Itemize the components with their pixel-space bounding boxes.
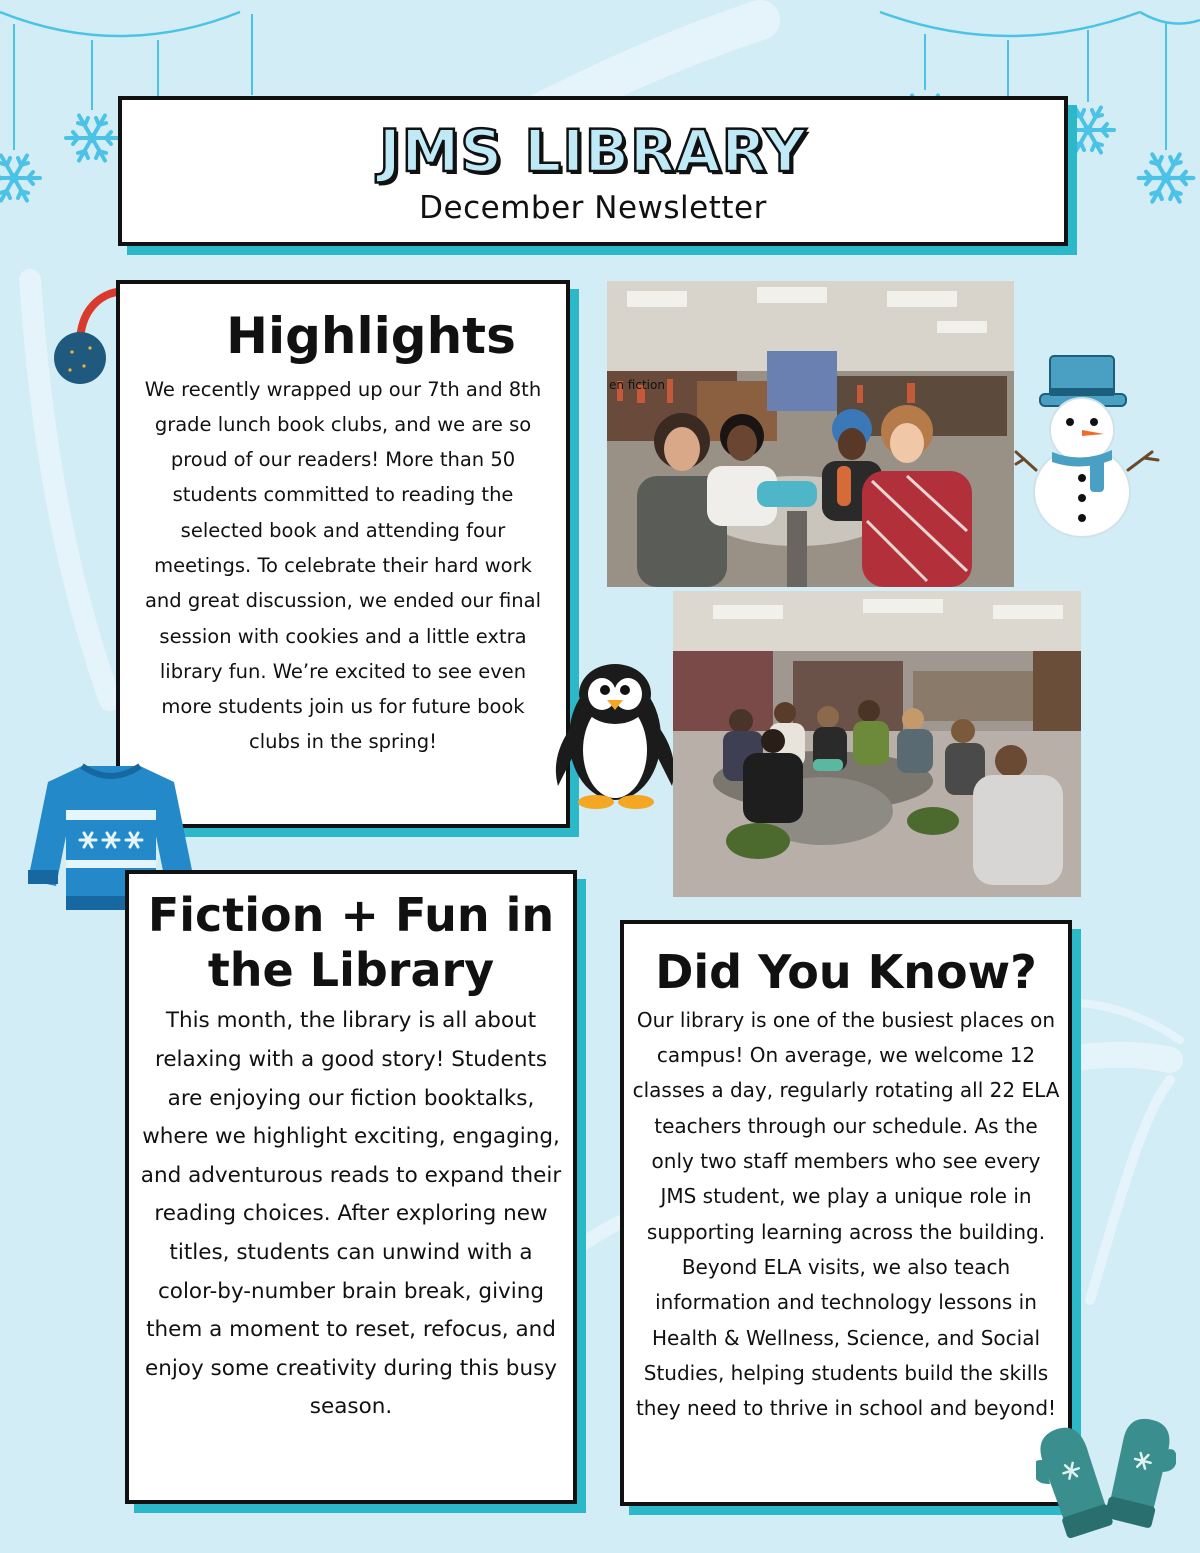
highlights-section (116, 280, 570, 828)
did-you-know-section (620, 920, 1072, 1506)
photo-1-sign: en fiction (609, 378, 665, 392)
fiction-fun-section (125, 870, 577, 1504)
book-club-photo-2 (673, 591, 1081, 897)
did-you-know-body: Our library is one of the busiest places on campus! On average, we welcome 12 classes a day, regularly rotating all 22 ELA teachers through our schedule. As the only two staff members who see every JMS student, we play a unique role in supporting learning across the building. Beyond ELA visits, we also teach information and technology lessons in Health & Wellness, Science, and Social Studies, helping students build the skills they need to thrive in school and beyond! (632, 1007, 1060, 1421)
newsletter-title: JMS LIBRARY (378, 117, 808, 185)
newsletter-subtitle: December Newsletter (419, 190, 767, 226)
did-you-know-heading: Did You Know? (655, 945, 1037, 999)
penguin-icon (550, 646, 680, 810)
highlights-body: We recently wrapped up our 7th and 8th grade lunch book clubs, and we are so proud of our readers! More than 50 students committed to reading the selected book and attending four meetings. To celebrate their hard work and great discussion, we ended our final session with cookies and a little extra library fun. We’re excited to see even more students join us for future book clubs in the spring! (144, 377, 542, 754)
snowman-icon (1012, 352, 1162, 542)
header-banner (118, 96, 1068, 246)
book-club-photo-1 (607, 281, 1014, 587)
fiction-fun-heading: Fiction + Fun in the Library (147, 888, 555, 998)
highlights-heading: Highlights (226, 307, 516, 365)
mittens-icon (1036, 1416, 1176, 1546)
fiction-fun-body: This month, the library is all about relaxing with a good story! Students are enjoying our fiction booktalks, where we highlight exciting, engaging, and adventurous reads to expand their reading choices. After exploring new titles, students can unwind with a color-by-number brain break, giving them a moment to reset, refocus, and enjoy some creativity during this busy season. (140, 1008, 562, 1420)
